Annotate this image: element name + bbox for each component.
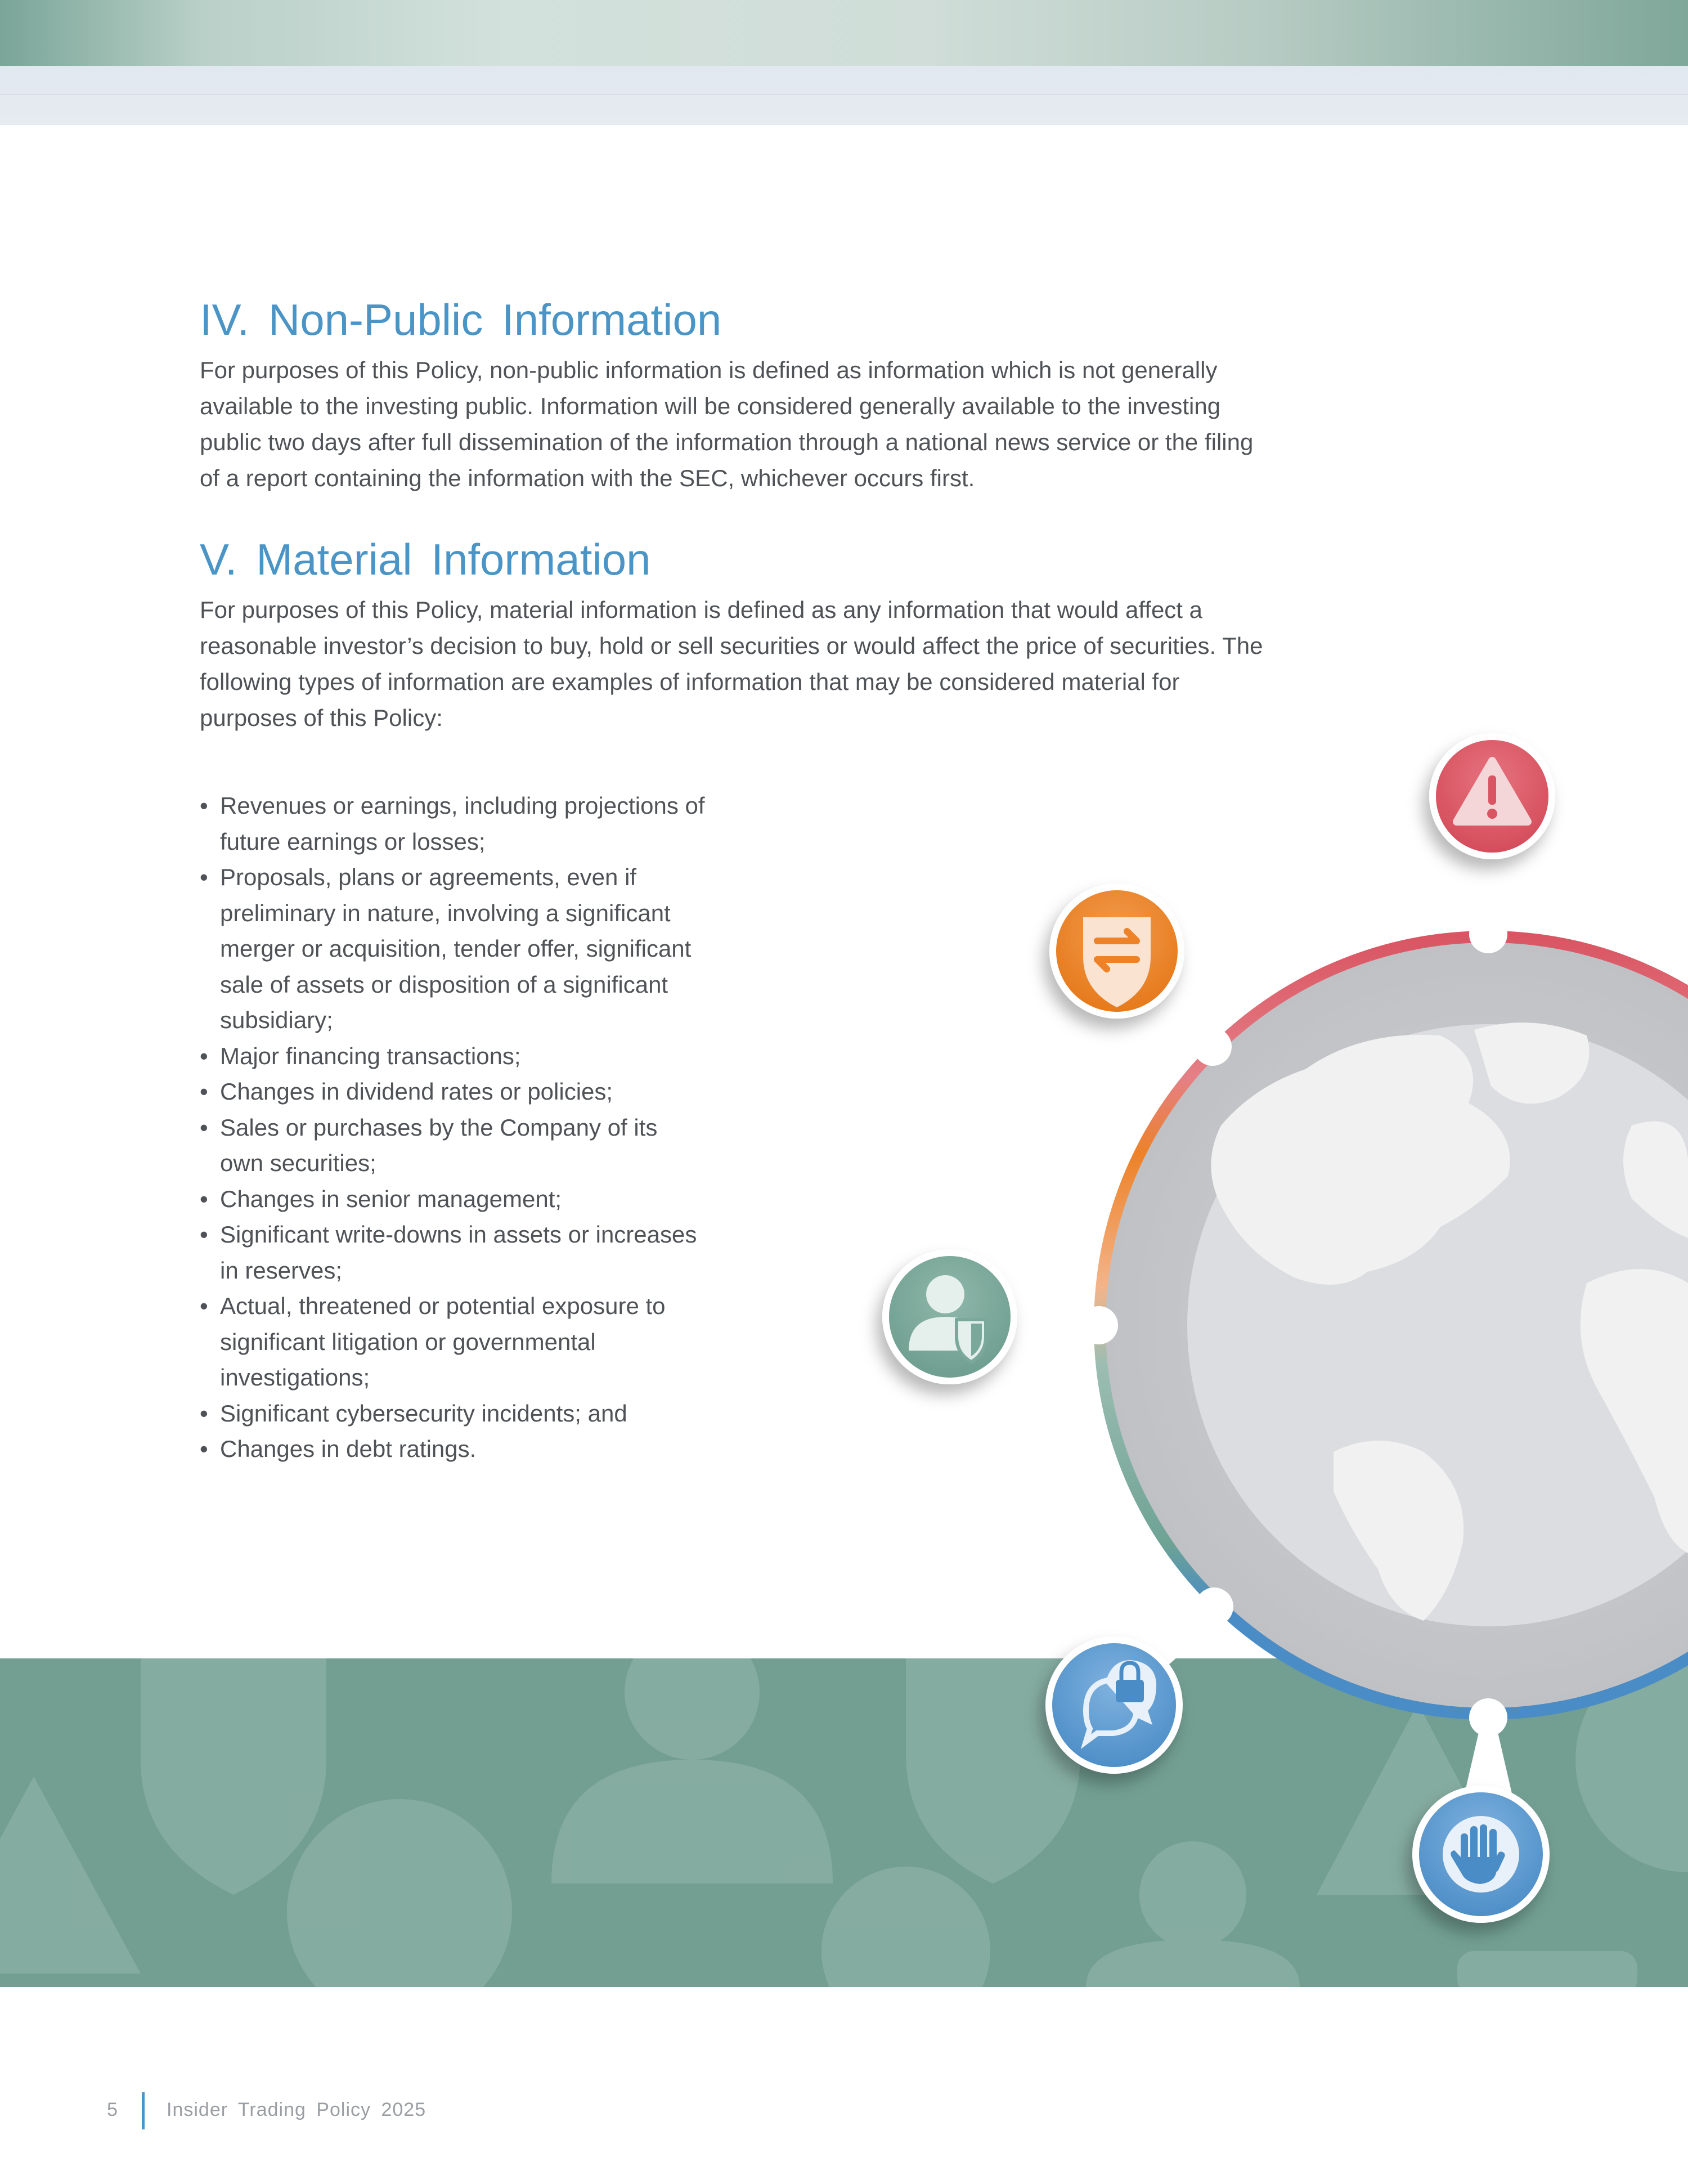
section-v-body: For purposes of this Policy, material information is defined as any information that would affect a reasonable investor’s decision to buy, hold or sell securities or would affect the price of securities. The following types of information are examples of information that may be considered material for purposes of this Policy: (200, 597, 1263, 731)
stop-hand-icon (1443, 1816, 1519, 1892)
list-item: • Revenues or earnings, including projections of future earnings or losses; (200, 788, 706, 859)
list-item: • Major financing transactions; (200, 1038, 706, 1074)
list-item: • Actual, threatened or potential exposure to significant litigation or governmental investigations; (200, 1288, 706, 1396)
chat-lock-node (1045, 1636, 1183, 1774)
list-item: • Proposals, plans or agreements, even if preliminary in nature, involving a significant merger or acquisition, tender offer, significant sale of assets or disposition of a significant subsidiary; (200, 859, 706, 1038)
footer-divider (142, 2092, 145, 2129)
list-item: • Changes in dividend rates or policies; (200, 1074, 706, 1110)
document-title: Insider Trading Policy 2025 (167, 2099, 427, 2120)
list-item: • Significant write-downs in assets or increases in reserves; (200, 1217, 706, 1288)
page-number: 5 (107, 2099, 118, 2120)
section-iv-heading: IV. Non-Public Information (200, 295, 722, 344)
section-v-heading: V. Material Information (200, 535, 651, 584)
person-shield-node (882, 1249, 1017, 1384)
list-item: • Sales or purchases by the Company of its own securities; (200, 1110, 706, 1181)
list-item: • Changes in senior management; (200, 1181, 706, 1217)
list-item: • Significant cybersecurity incidents; and (200, 1396, 706, 1432)
section-iv-body: For purposes of this Policy, non-public information is defined as information which is not generally available to the investing public. Information will be considered generally available to the investing public two days after full dissemination of the information through a national news service or the filing of a report containing the information with the SEC, whichever occurs first. (200, 357, 1254, 491)
list-item: • Changes in debt ratings. (200, 1431, 706, 1467)
